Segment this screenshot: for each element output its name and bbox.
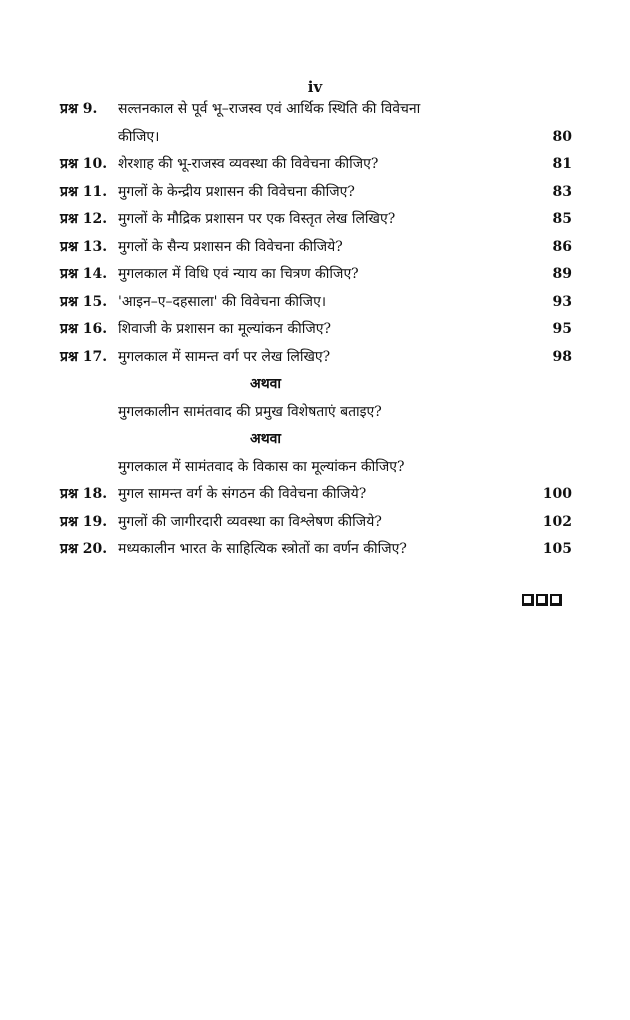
or-label: अथवा (250, 431, 282, 447)
toc-entry (60, 289, 572, 317)
toc-entry (60, 509, 572, 537)
question-label: प्रश्न 15. (60, 293, 108, 310)
alternative-question-text: मुगलकाल में सामंतवाद के विकास का मूल्यांकन कीजिए? (118, 458, 405, 475)
toc-entry (60, 536, 572, 564)
question-text: मुगलकाल में विधि एवं न्याय का चित्रण कीजिए? (118, 266, 359, 282)
question-text: मुगलकाल में सामन्त वर्ग पर लेख लिखिए? (118, 348, 331, 365)
question-text-continuation: कीजिए। (118, 128, 160, 145)
question-text: मुगल सामन्त वर्ग के संगठन की विवेचना कीजिये? (118, 486, 367, 502)
question-label: प्रश्न 11. (60, 183, 108, 200)
toc-entry (60, 179, 572, 207)
page-ref: 100 (542, 486, 572, 502)
question-text: शिवाजी के प्रशासन का मूल्यांकन कीजिए? (118, 321, 331, 337)
square-glyph-icon (522, 594, 534, 606)
question-text: शेरशाह की भू-राजस्व व्यवस्था की विवेचना कीजिए? (118, 156, 379, 172)
question-text: मुगलों के मौद्रिक प्रशासन पर एक विस्तृत लेख लिखिए? (118, 211, 396, 227)
page-ref: 95 (552, 321, 572, 337)
toc-entry (60, 206, 572, 234)
page-ref: 81 (552, 156, 572, 172)
page-ref: 102 (542, 513, 572, 530)
toc-entry (60, 96, 572, 124)
page-ref: 86 (552, 238, 572, 255)
page-ref: 83 (552, 183, 572, 200)
question-text: मुगलों के सैन्य प्रशासन की विवेचना कीजिये? (118, 238, 343, 255)
question-label: प्रश्न 19. (60, 513, 108, 530)
toc-entry (60, 151, 572, 179)
question-label: प्रश्न 18. (60, 486, 108, 502)
page-ref: 105 (542, 541, 572, 557)
toc-entry (60, 344, 572, 372)
question-label: प्रश्न 20. (60, 541, 108, 557)
question-text: मुगलों की जागीरदारी व्यवस्था का विश्लेषण कीजिये? (118, 513, 382, 530)
question-label: प्रश्न 10. (60, 156, 108, 172)
question-label: प्रश्न 17. (60, 348, 108, 365)
alternative-question-text: मुगलकालीन सामंतवाद की प्रमुख विशेषताएं बताइए? (118, 403, 382, 420)
square-glyph-icon (536, 594, 548, 606)
question-label: प्रश्न 16. (60, 321, 108, 337)
question-label: प्रश्न 12. (60, 211, 108, 227)
alternative-question (60, 399, 572, 427)
page-ref: 85 (552, 211, 572, 227)
question-text: मध्यकालीन भारत के साहित्यिक स्त्रोतों का वर्णन कीजिए? (118, 541, 407, 557)
page-ref: 80 (552, 128, 572, 145)
page-ref: 93 (552, 293, 572, 310)
end-of-section-mark (522, 594, 562, 606)
page-number: iv (307, 78, 323, 96)
page-ref: 98 (552, 348, 572, 365)
page-ref: 89 (552, 266, 572, 282)
question-label: प्रश्न 14. (60, 266, 108, 282)
question-label: प्रश्न 13. (60, 238, 108, 255)
question-text: मुगलों के केन्द्रीय प्रशासन की विवेचना कीजिए? (118, 183, 355, 200)
toc-entry-continuation (60, 124, 572, 152)
toc-entry (60, 234, 572, 262)
question-text: सल्तनकाल से पूर्व भू–राजस्व एवं आर्थिक स्थिति की विवेचना (118, 101, 421, 117)
or-separator (60, 371, 572, 399)
toc-entry (60, 261, 572, 289)
or-separator (60, 426, 572, 454)
toc-entry (60, 316, 572, 344)
toc-entry (60, 481, 572, 509)
or-label: अथवा (250, 376, 282, 392)
table-of-contents (60, 96, 572, 564)
alternative-question (60, 454, 572, 482)
question-text: 'आइन–ए–दहसाला' की विवेचना कीजिए। (118, 293, 327, 310)
square-glyph-icon (550, 594, 562, 606)
question-label: प्रश्न 9. (60, 101, 98, 117)
